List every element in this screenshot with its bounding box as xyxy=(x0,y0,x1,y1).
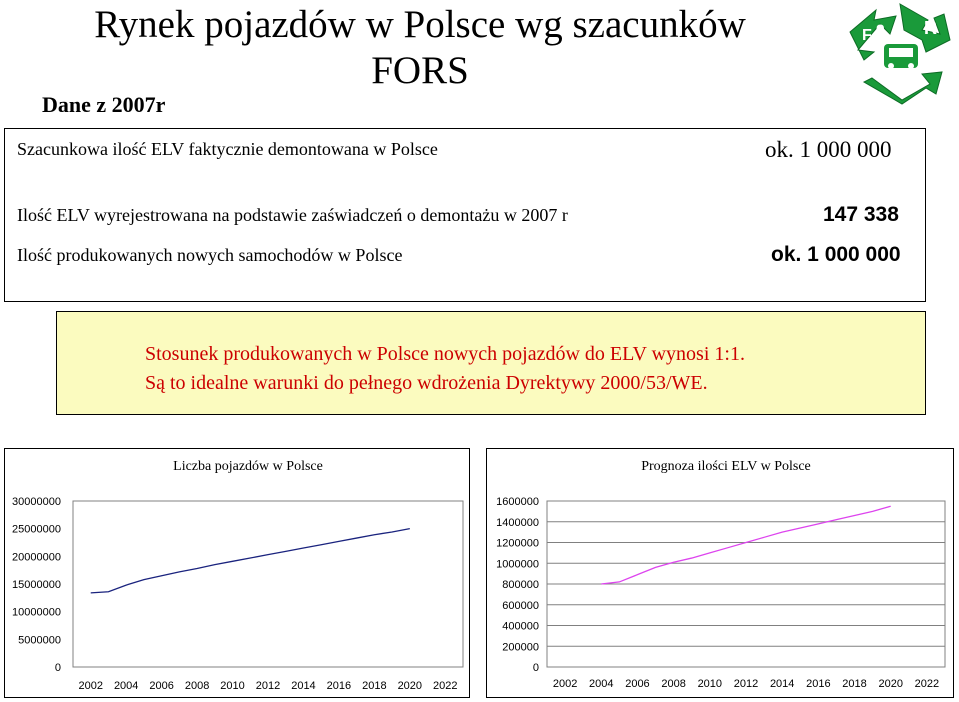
x-tick-label: 2010 xyxy=(697,678,723,690)
title-line-2: FORS xyxy=(371,49,469,92)
y-tick-label: 200000 xyxy=(502,641,539,654)
x-tick-label: 2004 xyxy=(113,680,139,692)
x-tick-label: 2022 xyxy=(914,678,940,690)
y-tick-label: 1200000 xyxy=(496,537,539,550)
x-tick-label: 2016 xyxy=(326,680,352,692)
ratio-line-2: Są to idealne warunki do pełnego wdrożenia Dyrektywy 2000/53/WE. xyxy=(145,372,708,394)
x-tick-label: 2018 xyxy=(842,678,867,690)
y-tick-label: 0 xyxy=(54,662,61,674)
x-tick-label: 2012 xyxy=(255,680,281,692)
y-tick-label: 20000000 xyxy=(12,551,61,564)
page-title xyxy=(20,2,820,94)
y-tick-label: 0 xyxy=(532,662,539,674)
y-tick-label: 5000000 xyxy=(18,634,61,647)
ratio-note xyxy=(56,311,926,415)
logo-letter-r: R xyxy=(924,18,937,38)
y-tick-label: 25000000 xyxy=(12,523,61,536)
y-tick-label: 600000 xyxy=(502,599,539,612)
series-line xyxy=(91,529,410,593)
x-tick-label: 2002 xyxy=(552,678,578,690)
x-tick-label: 2006 xyxy=(149,680,174,692)
x-tick-label: 2022 xyxy=(433,680,458,692)
series-line xyxy=(601,506,890,584)
elv-forecast-chart xyxy=(486,448,954,698)
info-box xyxy=(4,128,926,302)
x-tick-label: 2018 xyxy=(362,680,387,692)
info-label: Szacunkowa ilość ELV faktycznie demontowana w Polsce xyxy=(17,139,438,159)
x-tick-label: 2016 xyxy=(806,678,831,690)
chart-title: Prognoza ilości ELV w Polsce xyxy=(641,459,811,474)
info-label: Ilość ELV wyrejestrowana na podstawie zaświadczeń o demontażu w 2007 r xyxy=(17,205,568,225)
y-tick-label: 1000000 xyxy=(496,558,539,571)
x-tick-label: 2014 xyxy=(291,680,316,692)
x-tick-label: 2008 xyxy=(184,680,210,692)
x-tick-label: 2014 xyxy=(769,678,795,690)
logo-letter-f: F xyxy=(862,27,872,44)
chart-title: Liczba pojazdów w Polsce xyxy=(173,459,323,474)
vehicles-chart-svg xyxy=(5,449,469,697)
info-value: ok. 1 000 000 xyxy=(765,137,892,162)
logo-letter-s: S xyxy=(894,73,908,95)
logo-letter-o: o xyxy=(876,19,885,35)
data-year-subtitle: Dane z 2007r xyxy=(42,92,166,117)
y-tick-label: 10000000 xyxy=(12,606,61,619)
x-tick-label: 2004 xyxy=(589,678,614,690)
x-tick-label: 2002 xyxy=(78,680,103,692)
title-line-1: Rynek pojazdów w Polsce wg szacunków xyxy=(94,3,746,46)
x-tick-label: 2006 xyxy=(625,678,650,690)
x-tick-label: 2020 xyxy=(397,680,423,692)
x-tick-label: 2008 xyxy=(661,678,686,690)
info-value: ok. 1 000 000 xyxy=(771,243,901,266)
x-tick-label: 2010 xyxy=(220,680,245,692)
x-tick-label: 2012 xyxy=(733,678,759,690)
x-tick-label: 2020 xyxy=(878,678,903,690)
ratio-line-1: Stosunek produkowanych w Polsce nowych pojazdów do ELV wynosi 1:1. xyxy=(145,343,745,365)
elv-forecast-chart-svg xyxy=(487,449,953,697)
vehicles-chart xyxy=(4,448,470,698)
info-label: Ilość produkowanych nowych samochodów w Polsce xyxy=(17,245,403,265)
y-tick-label: 800000 xyxy=(502,579,539,591)
y-tick-label: 15000000 xyxy=(12,579,61,591)
recycling-car-logo xyxy=(842,0,959,106)
y-tick-label: 30000000 xyxy=(12,496,61,508)
y-tick-label: 1600000 xyxy=(496,496,539,508)
y-tick-label: 1400000 xyxy=(496,516,539,529)
info-value: 147 338 xyxy=(823,203,899,226)
car-icon xyxy=(884,44,918,69)
y-tick-label: 400000 xyxy=(502,620,539,633)
